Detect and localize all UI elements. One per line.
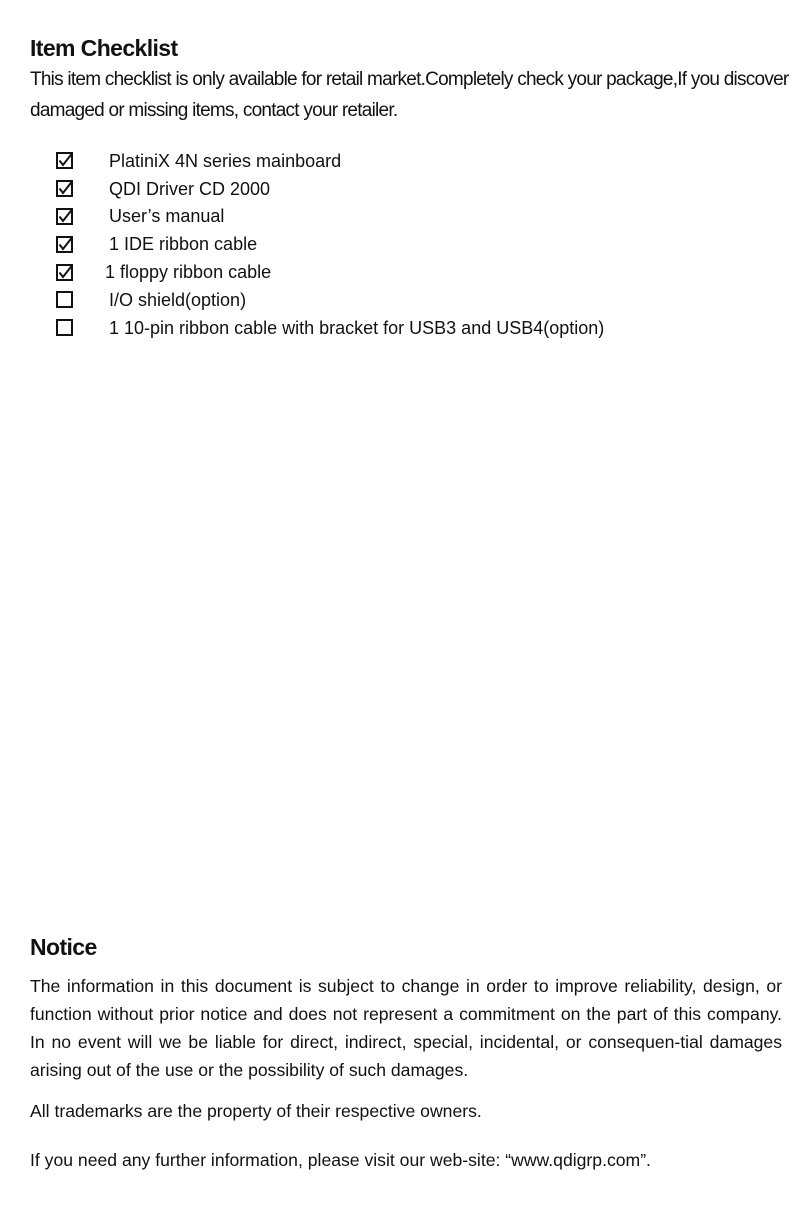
checkmark-icon [60, 265, 73, 277]
checklist-item-label: PlatiniX 4N series mainboard [109, 150, 342, 171]
checklist-item [56, 203, 604, 231]
checklist-item [56, 175, 604, 203]
checked-box-icon [56, 208, 73, 225]
checked-box-icon [56, 264, 73, 281]
item-checklist [56, 147, 604, 342]
checklist-item [56, 258, 604, 286]
checked-box-icon [56, 208, 73, 225]
checklist-item-label: QDI Driver CD 2000 [109, 178, 271, 199]
checkmark-icon [60, 209, 73, 221]
checked-box-icon [56, 152, 73, 169]
checked-box-icon [56, 152, 73, 169]
unchecked-box-icon [56, 319, 73, 336]
checked-box-icon [56, 236, 73, 253]
checklist-title: Item Checklist [30, 35, 178, 61]
checkmark-icon [60, 237, 73, 249]
trademarks-statement: All trademarks are the property of their respective owners. [30, 1101, 482, 1121]
checklist-item-label: 1 floppy ribbon cable [105, 262, 272, 283]
checklist-item [56, 314, 604, 342]
checklist-item-label: User’s manual [109, 206, 225, 227]
checked-box-icon [56, 180, 73, 197]
notice-title: Notice [30, 934, 97, 960]
checked-box-icon [56, 264, 73, 281]
notice-body: The information in this document is subject to change in order to improve reliability, design, or function without prior notice and does not represent a commitment on the part of this company. In no event will we be liable for direct, indirect, special, incidental, or consequen-tial damages arising out of the use or the possibility of such damages. [30, 976, 782, 1080]
checklist-item [56, 286, 604, 314]
checkmark-icon [60, 154, 73, 166]
website-statement: If you need any further information, please visit our web-site: “www.qdigrp.com”. [30, 1150, 651, 1170]
checklist-item [56, 147, 604, 175]
checkmark-icon [60, 182, 73, 194]
checklist-item-label: 1 10-pin ribbon cable with bracket for USB3 and USB4(option) [109, 317, 605, 338]
checklist-item-label: I/O shield(option) [109, 289, 247, 310]
checklist-intro: This item checklist is only available for retail market.Completely check your package,If you discover damaged or missing items, contact your retailer. [30, 69, 789, 121]
unchecked-box-icon [56, 291, 73, 308]
checked-box-icon [56, 180, 73, 197]
unchecked-box-icon [56, 319, 73, 336]
unchecked-box-icon [56, 291, 73, 308]
checklist-item [56, 230, 604, 258]
checklist-item-label: 1 IDE ribbon cable [109, 234, 258, 255]
checked-box-icon [56, 236, 73, 253]
